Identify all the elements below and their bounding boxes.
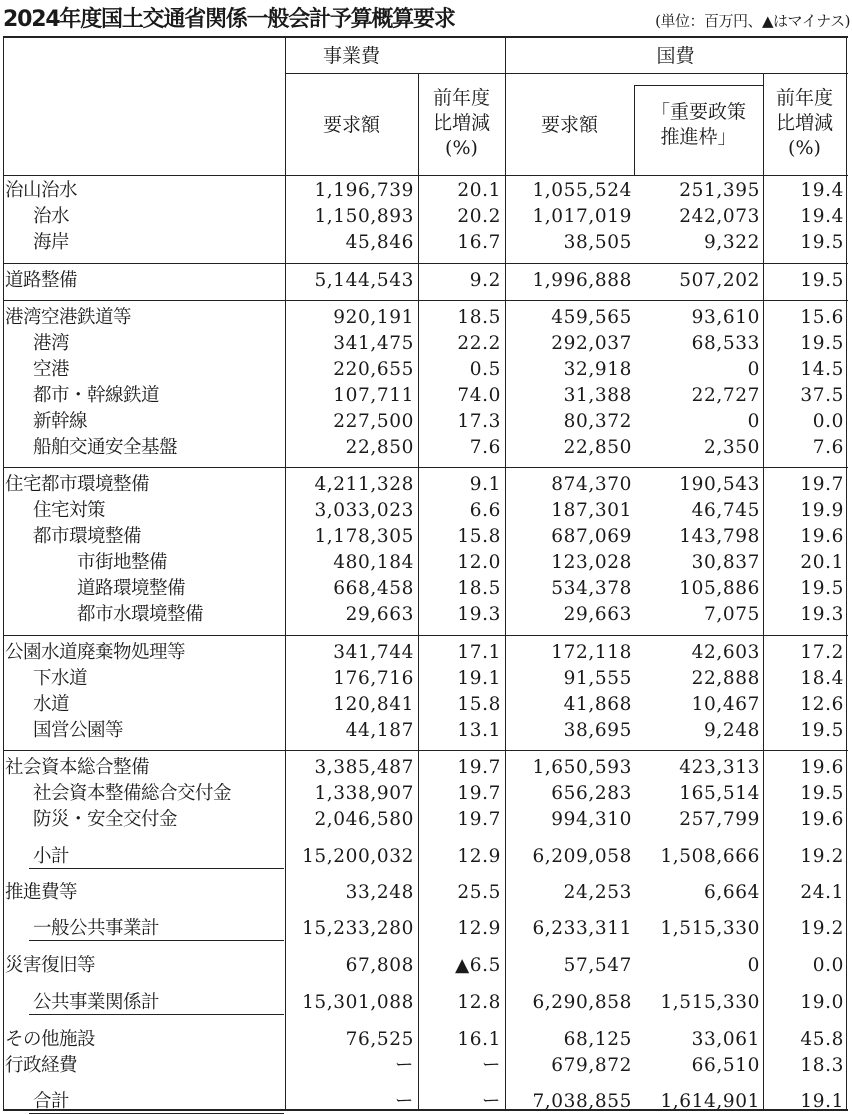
group-divider <box>3 300 848 301</box>
project-yoy-change-cell: 17.1 <box>457 642 501 663</box>
national-request-amount-cell: 7,038,855 <box>532 1091 632 1112</box>
row-label: 公園水道廃棄物処理等 <box>5 642 186 663</box>
header-divider <box>285 73 848 74</box>
priority-framework-amount-cell: 507,202 <box>679 270 760 291</box>
project-yoy-change-cell: 15.8 <box>457 694 501 715</box>
national-yoy-change-cell: 0.0 <box>812 955 844 976</box>
priority-framework-amount-cell: 0 <box>747 411 760 432</box>
national-request-amount-cell: 292,037 <box>551 333 632 354</box>
table-row <box>3 1089 848 1115</box>
project-yoy-change-cell: 0.5 <box>469 359 501 380</box>
national-request-amount-cell: 172,118 <box>551 642 632 663</box>
national-yoy-change-cell: 19.5 <box>800 270 844 291</box>
national-request-amount-cell: 68,125 <box>563 1029 632 1050</box>
priority-framework-amount-cell: 22,888 <box>691 668 760 689</box>
header-bottom-line <box>3 175 848 176</box>
national-yoy-change-cell: 19.5 <box>800 578 844 599</box>
table-row <box>3 178 848 204</box>
project-yoy-change-cell: 25.5 <box>457 882 501 903</box>
priority-framework-amount-cell: 68,533 <box>691 333 760 354</box>
project-yoy-change-cell: 12.9 <box>457 918 501 939</box>
project-request-amount-cell: 29,663 <box>345 604 414 625</box>
project-request-amount-cell: 480,184 <box>333 552 414 573</box>
row-label: 一般公共事業計 <box>33 918 160 939</box>
national-yoy-change-cell: 17.2 <box>800 642 844 663</box>
priority-framework-amount-cell: 93,610 <box>691 307 760 328</box>
national-yoy-change-cell: 19.4 <box>800 206 844 227</box>
priority-framework-amount-cell: 105,886 <box>679 578 760 599</box>
priority-framework-amount-cell: 1,515,330 <box>660 918 760 939</box>
national-request-amount-cell: 29,663 <box>563 604 632 625</box>
national-yoy-change-cell: 19.3 <box>800 604 844 625</box>
national-yoy-change-cell: 19.5 <box>800 333 844 354</box>
project-request-amount-cell: 15,301,088 <box>302 992 414 1013</box>
table-row <box>3 435 848 461</box>
national-request-amount-cell: 1,017,019 <box>532 206 632 227</box>
national-yoy-change-cell: 19.5 <box>800 783 844 804</box>
priority-framework-amount-cell: 7,075 <box>704 604 760 625</box>
priority-framework-amount-cell: 257,799 <box>679 809 760 830</box>
priority-framework-amount-cell: 242,073 <box>679 206 760 227</box>
project-request-amount-cell: 668,458 <box>333 578 414 599</box>
row-label: 防災・安全交付金 <box>33 809 178 830</box>
project-request-amount-cell: 22,850 <box>345 437 414 458</box>
row-label: その他施設 <box>5 1029 96 1050</box>
project-yoy-change-cell: 18.5 <box>457 307 501 328</box>
project-request-amount-cell: 107,711 <box>333 385 414 406</box>
table-row <box>3 524 848 550</box>
project-request-amount-cell: 1,178,305 <box>314 526 414 547</box>
table-row <box>3 807 848 833</box>
project-request-amount-cell: ー <box>394 1091 414 1112</box>
project-request-amount-cell: 2,046,580 <box>314 809 414 830</box>
national-request-amount-cell: 687,069 <box>551 526 632 547</box>
project-yoy-change-cell: 6.6 <box>469 500 501 521</box>
national-request-amount-cell: 874,370 <box>551 474 632 495</box>
project-yoy-change-cell: 19.3 <box>457 604 501 625</box>
table-row <box>3 718 848 744</box>
table-row <box>3 755 848 781</box>
project-request-amount-cell: 120,841 <box>333 694 414 715</box>
national-request-amount-cell: 32,918 <box>563 359 632 380</box>
national-yoy-change-cell: 45.8 <box>800 1029 844 1050</box>
row-label: 住宅対策 <box>33 500 106 521</box>
unit-note: (単位：百万円、▲はマイナス) <box>655 12 850 30</box>
national-yoy-change-cell: 19.5 <box>800 232 844 253</box>
priority-framework-amount-cell: 0 <box>747 955 760 976</box>
table-row <box>3 576 848 602</box>
group-divider <box>3 263 848 264</box>
table-row <box>3 409 848 435</box>
national-yoy-change-cell: 0.0 <box>812 411 844 432</box>
header-request-amount-1: 要求額 <box>322 114 380 136</box>
national-yoy-change-cell: 18.4 <box>800 668 844 689</box>
header-request-amount-2: 要求額 <box>540 114 598 136</box>
table-row <box>3 666 848 692</box>
national-yoy-change-cell: 19.5 <box>800 720 844 741</box>
national-request-amount-cell: 38,505 <box>563 232 632 253</box>
national-request-amount-cell: 31,388 <box>563 385 632 406</box>
group-divider <box>3 467 848 468</box>
row-label: 治山治水 <box>5 180 78 201</box>
row-label: 都市環境整備 <box>33 526 142 547</box>
project-request-amount-cell: 341,475 <box>333 333 414 354</box>
table-row <box>3 305 848 331</box>
national-yoy-change-cell: 19.2 <box>800 846 844 867</box>
row-label: 公共事業関係計 <box>33 992 160 1013</box>
project-yoy-change-cell: 9.2 <box>469 270 501 291</box>
national-request-amount-cell: 1,996,888 <box>532 270 632 291</box>
header-national-cost: 国費 <box>656 45 695 67</box>
row-label: 新幹線 <box>33 411 88 432</box>
subtotal-underline <box>29 868 284 869</box>
project-request-amount-cell: 67,808 <box>345 955 414 976</box>
national-request-amount-cell: 459,565 <box>551 307 632 328</box>
priority-framework-amount-cell: 9,322 <box>704 232 760 253</box>
project-yoy-change-cell: 19.7 <box>457 809 501 830</box>
national-yoy-change-cell: 24.1 <box>800 882 844 903</box>
project-request-amount-cell: 5,144,543 <box>314 270 414 291</box>
project-yoy-change-cell: 22.2 <box>457 333 501 354</box>
table-row <box>3 880 848 906</box>
national-request-amount-cell: 24,253 <box>563 882 632 903</box>
national-request-amount-cell: 6,290,858 <box>532 992 632 1013</box>
project-request-amount-cell: 176,716 <box>333 668 414 689</box>
national-yoy-change-cell: 7.6 <box>812 437 844 458</box>
row-label: 港湾空港鉄道等 <box>5 307 132 328</box>
row-label: 都市・幹線鉄道 <box>33 385 160 406</box>
table-row <box>3 990 848 1016</box>
national-request-amount-cell: 6,233,311 <box>532 918 632 939</box>
row-label: 市街地整備 <box>77 552 168 573</box>
project-request-amount-cell: 1,338,907 <box>314 783 414 804</box>
row-label: 下水道 <box>33 668 88 689</box>
project-yoy-change-cell: 12.9 <box>457 846 501 867</box>
priority-framework-amount-cell: 0 <box>747 359 760 380</box>
project-yoy-change-cell: 74.0 <box>457 385 501 406</box>
header-priority-framework: 「重要政策 推進枠」 <box>650 101 746 148</box>
national-yoy-change-cell: 20.1 <box>800 552 844 573</box>
national-yoy-change-cell: 12.6 <box>800 694 844 715</box>
project-request-amount-cell: 1,150,893 <box>314 206 414 227</box>
row-label: 都市水環境整備 <box>77 604 204 625</box>
header-project-cost: 事業費 <box>322 45 380 67</box>
project-request-amount-cell: 33,248 <box>345 882 414 903</box>
national-request-amount-cell: 534,378 <box>551 578 632 599</box>
table-row <box>3 781 848 807</box>
table-row <box>3 692 848 718</box>
priority-framework-amount-cell: 2,350 <box>704 437 760 458</box>
project-request-amount-cell: 45,846 <box>345 232 414 253</box>
national-request-amount-cell: 1,650,593 <box>532 757 632 778</box>
project-yoy-change-cell: 7.6 <box>469 437 501 458</box>
project-request-amount-cell: 3,033,023 <box>314 500 414 521</box>
priority-framework-amount-cell: 42,603 <box>691 642 760 663</box>
national-request-amount-cell: 6,209,058 <box>532 846 632 867</box>
national-request-amount-cell: 22,850 <box>563 437 632 458</box>
project-request-amount-cell: 76,525 <box>345 1029 414 1050</box>
national-request-amount-cell: 38,695 <box>563 720 632 741</box>
priority-framework-amount-cell: 9,248 <box>704 720 760 741</box>
national-yoy-change-cell: 19.1 <box>800 1091 844 1112</box>
national-yoy-change-cell: 18.3 <box>800 1055 844 1076</box>
table-row <box>3 268 848 294</box>
priority-framework-amount-cell: 1,508,666 <box>660 846 760 867</box>
table-row <box>3 331 848 357</box>
national-request-amount-cell: 123,028 <box>551 552 632 573</box>
table-row <box>3 550 848 576</box>
project-request-amount-cell: 227,500 <box>333 411 414 432</box>
row-label: 合計 <box>33 1091 70 1112</box>
national-yoy-change-cell: 19.9 <box>800 500 844 521</box>
project-yoy-change-cell: 18.5 <box>457 578 501 599</box>
project-request-amount-cell: 341,744 <box>333 642 414 663</box>
national-yoy-change-cell: 19.0 <box>800 992 844 1013</box>
project-yoy-change-cell: 13.1 <box>457 720 501 741</box>
national-yoy-change-cell: 19.6 <box>800 809 844 830</box>
project-yoy-change-cell: 16.1 <box>457 1029 501 1050</box>
table-row <box>3 916 848 942</box>
national-request-amount-cell: 187,301 <box>551 500 632 521</box>
group-divider <box>3 750 848 751</box>
project-request-amount-cell: 44,187 <box>345 720 414 741</box>
row-label: 道路整備 <box>5 270 78 291</box>
national-yoy-change-cell: 19.2 <box>800 918 844 939</box>
table-row <box>3 640 848 666</box>
national-request-amount-cell: 41,868 <box>563 694 632 715</box>
project-yoy-change-cell: 16.7 <box>457 232 501 253</box>
priority-framework-amount-cell: 1,614,901 <box>660 1091 760 1112</box>
priority-framework-amount-cell: 423,313 <box>679 757 760 778</box>
national-yoy-change-cell: 37.5 <box>800 385 844 406</box>
subtotal-underline <box>29 1014 284 1015</box>
national-request-amount-cell: 80,372 <box>563 411 632 432</box>
national-request-amount-cell: 679,872 <box>551 1055 632 1076</box>
project-yoy-change-cell: ー <box>481 1055 501 1076</box>
priority-framework-amount-cell: 143,798 <box>679 526 760 547</box>
project-request-amount-cell: 220,655 <box>333 359 414 380</box>
national-request-amount-cell: 656,283 <box>551 783 632 804</box>
row-label: 海岸 <box>33 232 70 253</box>
row-label: 道路環境整備 <box>77 578 186 599</box>
project-yoy-change-cell: ー <box>481 1091 501 1112</box>
national-request-amount-cell: 91,555 <box>563 668 632 689</box>
table-row <box>3 204 848 230</box>
subtotal-underline <box>29 1113 284 1114</box>
page-title: 2024年度国土交通省関係一般会計予算概算要求 <box>3 7 455 32</box>
row-label: 行政経費 <box>5 1055 78 1076</box>
project-yoy-change-cell: 15.8 <box>457 526 501 547</box>
project-yoy-change-cell: 19.1 <box>457 668 501 689</box>
table-row <box>3 383 848 409</box>
project-request-amount-cell: 4,211,328 <box>314 474 414 495</box>
header-yoy-change-2: 前年度 比増減 (%) <box>775 87 833 159</box>
header-yoy-change-1: 前年度 比増減 (%) <box>432 87 490 159</box>
priority-framework-amount-cell: 1,515,330 <box>660 992 760 1013</box>
priority-framework-amount-cell: 6,664 <box>704 882 760 903</box>
national-yoy-change-cell: 19.7 <box>800 474 844 495</box>
project-yoy-change-cell: 20.2 <box>457 206 501 227</box>
row-label: 小計 <box>33 846 70 867</box>
row-label: 水道 <box>33 694 70 715</box>
row-label: 住宅都市環境整備 <box>5 474 150 495</box>
priority-framework-amount-cell: 46,745 <box>691 500 760 521</box>
project-yoy-change-cell: 19.7 <box>457 783 501 804</box>
table-row <box>3 602 848 628</box>
title-area <box>0 0 852 36</box>
project-request-amount-cell: 1,196,739 <box>314 180 414 201</box>
project-request-amount-cell: ー <box>394 1055 414 1076</box>
row-label: 空港 <box>33 359 70 380</box>
table-row <box>3 1027 848 1053</box>
priority-framework-amount-cell: 10,467 <box>691 694 760 715</box>
table-row <box>3 953 848 979</box>
table-row <box>3 844 848 870</box>
project-request-amount-cell: 3,385,487 <box>314 757 414 778</box>
project-yoy-change-cell: 19.7 <box>457 757 501 778</box>
priority-framework-amount-cell: 33,061 <box>691 1029 760 1050</box>
row-label: 治水 <box>33 206 70 227</box>
table-row <box>3 1053 848 1079</box>
row-label: 災害復旧等 <box>5 955 96 976</box>
table-row <box>3 357 848 383</box>
project-yoy-change-cell: 9.1 <box>469 474 501 495</box>
national-yoy-change-cell: 15.6 <box>800 307 844 328</box>
budget-table <box>3 36 848 1111</box>
priority-framework-amount-cell: 22,727 <box>691 385 760 406</box>
project-yoy-change-cell: 17.3 <box>457 411 501 432</box>
national-request-amount-cell: 1,055,524 <box>532 180 632 201</box>
national-request-amount-cell: 994,310 <box>551 809 632 830</box>
priority-framework-amount-cell: 66,510 <box>691 1055 760 1076</box>
project-yoy-change-cell: 12.8 <box>457 992 501 1013</box>
project-request-amount-cell: 920,191 <box>333 307 414 328</box>
project-yoy-change-cell: 12.0 <box>457 552 501 573</box>
row-label: 港湾 <box>33 333 70 354</box>
project-yoy-change-cell: ▲6.5 <box>454 955 501 976</box>
table-row <box>3 472 848 498</box>
project-yoy-change-cell: 20.1 <box>457 180 501 201</box>
project-request-amount-cell: 15,200,032 <box>302 846 414 867</box>
row-label: 船舶交通安全基盤 <box>33 437 178 458</box>
national-yoy-change-cell: 19.6 <box>800 757 844 778</box>
group-divider <box>3 635 848 636</box>
row-label: 推進費等 <box>5 882 78 903</box>
national-yoy-change-cell: 19.6 <box>800 526 844 547</box>
priority-framework-amount-cell: 165,514 <box>679 783 760 804</box>
priority-framework-amount-cell: 30,837 <box>691 552 760 573</box>
priority-framework-amount-cell: 251,395 <box>679 180 760 201</box>
row-label: 社会資本整備総合交付金 <box>33 783 232 804</box>
national-yoy-change-cell: 14.5 <box>800 359 844 380</box>
row-label: 社会資本総合整備 <box>5 757 150 778</box>
row-label: 国営公園等 <box>33 720 124 741</box>
national-yoy-change-cell: 19.4 <box>800 180 844 201</box>
table-row <box>3 230 848 256</box>
project-request-amount-cell: 15,233,280 <box>302 918 414 939</box>
national-request-amount-cell: 57,547 <box>563 955 632 976</box>
table-row <box>3 498 848 524</box>
subtotal-underline <box>29 940 284 941</box>
priority-framework-amount-cell: 190,543 <box>679 474 760 495</box>
